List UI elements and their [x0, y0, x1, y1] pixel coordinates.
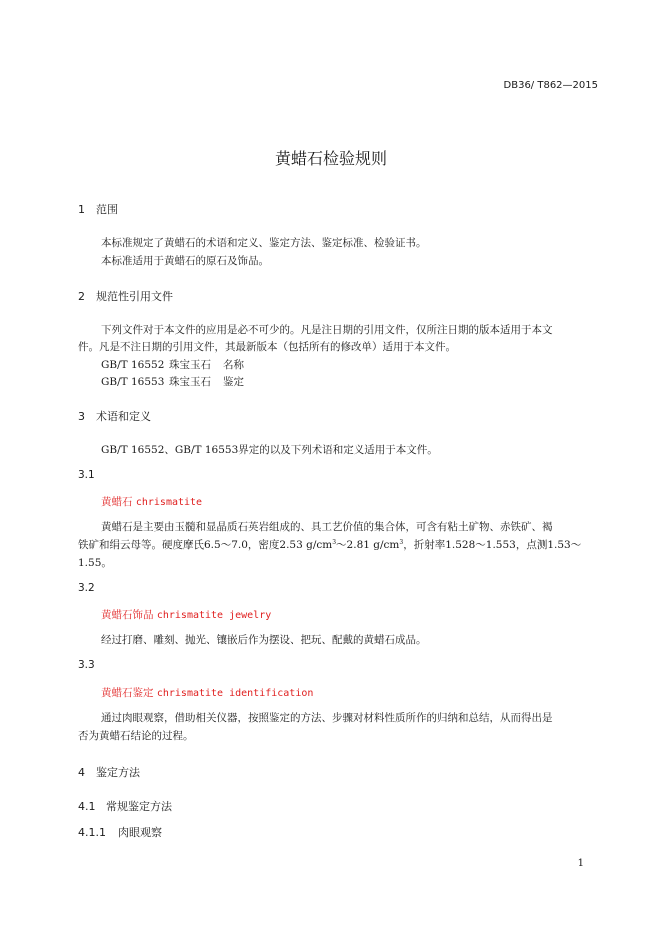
- section-1-paragraph-1: 本标准规定了黄蜡石的术语和定义、鉴定方法、鉴定标准、检验证书。: [101, 237, 427, 249]
- standard-code: DB36/ T862—2015: [503, 80, 598, 91]
- section-2-paragraph-line-2: 件。凡是不注日期的引用文件，其最新版本（包括所有的修改单）适用于本文件。: [78, 341, 456, 353]
- term-3-3-number: 3.3: [78, 659, 95, 671]
- section-1-paragraph-2: 本标准适用于黄蜡石的原石及饰品。: [101, 255, 269, 267]
- reference-item: GB/T 16553 珠宝玉石 鉴定: [101, 376, 244, 388]
- term-3-1-title: 黄蜡石 chrismatite: [101, 496, 203, 508]
- section-3-paragraph: GB/T 16552、GB/T 16553界定的以及下列术语和定义适用于本文件。: [101, 444, 438, 456]
- page-title: 黄蜡石检验规则: [274, 149, 387, 168]
- term-3-3-definition-line-2: 否为黄蜡石结论的过程。: [78, 730, 194, 742]
- page-number: 1: [577, 858, 584, 869]
- section-4-heading: 4 鉴定方法: [78, 766, 140, 779]
- term-3-3-title: 黄蜡石鉴定 chrismatite identification: [101, 687, 314, 699]
- section-2-paragraph-line-1: 下列文件对于本文件的应用是必不可少的。凡是注日期的引用文件，仅所注日期的版本适用于本文: [101, 324, 553, 336]
- section-4-1-1-heading: 4.1.1 肉眼观察: [78, 826, 162, 839]
- section-1-heading: 1 范围: [78, 203, 118, 216]
- section-2-heading: 2 规范性引用文件: [78, 290, 173, 303]
- term-3-2-definition: 经过打磨、雕刻、抛光、镶嵌后作为摆设、把玩、配戴的黄蜡石成品。: [101, 634, 427, 646]
- term-3-2-number: 3.2: [78, 582, 95, 594]
- term-3-1-definition-line-1: 黄蜡石是主要由玉髓和显晶质石英岩组成的、具工艺价值的集合体，可含有粘土矿物、赤铁矿、褐: [101, 521, 553, 533]
- section-3-heading: 3 术语和定义: [78, 410, 151, 423]
- term-3-1-definition-line-2: 铁矿和绢云母等。硬度摩氏6.5～7.0，密度2.53 $g/cm^3\sim 2.81$ $g/cm^3$，折射率1.528～1.553，点测1.53～: [78, 539, 582, 551]
- term-3-1-number: 3.1: [78, 469, 95, 481]
- section-4-1-heading: 4.1 常规鉴定方法: [78, 800, 172, 813]
- term-3-2-title: 黄蜡石饰品 chrismatite jewelry: [101, 609, 272, 621]
- term-3-3-definition-line-1: 通过肉眼观察，借助相关仪器，按照鉴定的方法、步骤对材料性质所作的归纳和总结，从而得出是: [101, 712, 553, 724]
- reference-item: GB/T 16552 珠宝玉石 名称: [101, 359, 244, 371]
- term-3-1-definition-line-3: 1.55。: [78, 557, 112, 569]
